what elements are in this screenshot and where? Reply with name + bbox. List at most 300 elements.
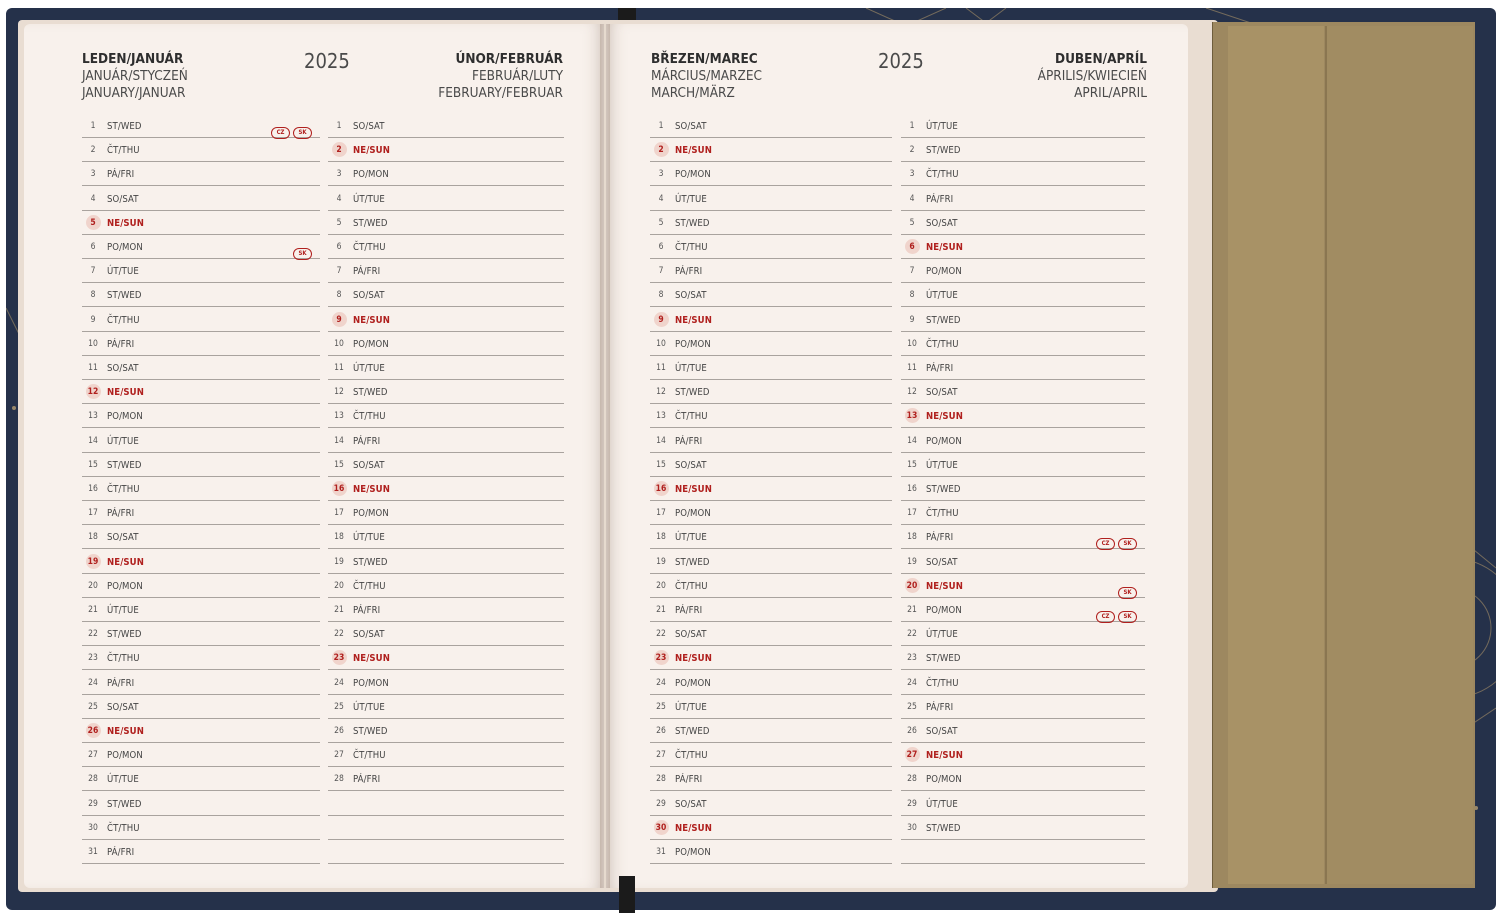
weekday-label: SO/SAT [926, 387, 958, 399]
day-row [650, 476, 892, 501]
month-name-hu-pl: MÁRCIUS/MARZEC [651, 68, 763, 84]
weekday-label: ÚT/TUE [353, 532, 385, 544]
weekday-label: PO/MON [675, 847, 711, 858]
day-number: 22 [88, 629, 98, 640]
weekday-label: ST/WED [675, 556, 710, 568]
day-row [650, 161, 892, 186]
day-row [901, 210, 1145, 235]
day-number: 17 [656, 508, 666, 519]
weekday-label: ÚT/TUE [107, 774, 139, 786]
day-row [901, 500, 1145, 525]
month-header-april [984, 51, 1147, 102]
day-number: 2 [653, 145, 669, 155]
day-number: 18 [907, 532, 917, 543]
weekday-label: ČT/THU [353, 411, 386, 423]
day-number: 24 [656, 677, 666, 688]
day-row [650, 403, 892, 428]
day-row [328, 186, 564, 211]
weekday-label: ST/WED [675, 387, 710, 399]
day-row [328, 137, 564, 162]
weekday-label: PÁ/FRI [926, 193, 954, 205]
day-number: 5 [336, 217, 342, 228]
weekday-label: ČT/THU [675, 411, 708, 423]
day-number: 22 [334, 629, 344, 640]
weekday-label: PÁ/FRI [926, 363, 954, 374]
day-number: 17 [88, 508, 98, 519]
month-name-en-de: FEBRUARY/FEBRUAR [438, 85, 563, 101]
weekday-label: ČT/THU [926, 169, 959, 181]
day-row [328, 161, 564, 186]
day-row [328, 355, 564, 380]
weekday-label: ÚT/TUE [675, 193, 707, 205]
day-row [82, 791, 320, 816]
day-row [901, 331, 1145, 356]
weekday-label: NE/SUN [675, 653, 712, 665]
month-header-january [82, 51, 188, 102]
weekday-label: PÁ/FRI [107, 169, 135, 181]
day-number: 21 [334, 605, 344, 615]
day-number: 13 [334, 411, 344, 422]
weekday-label: PO/MON [926, 774, 962, 786]
day-row [82, 766, 320, 791]
day-number: 24 [88, 677, 98, 688]
day-row [901, 670, 1145, 695]
month-name-hu-pl: ÁPRILIS/KWIECIEŃ [1037, 68, 1147, 84]
day-number: 31 [88, 847, 98, 857]
weekday-label: PO/MON [353, 508, 389, 520]
weekday-label: NE/SUN [926, 750, 963, 762]
day-number: 6 [904, 242, 920, 252]
day-row [901, 766, 1145, 791]
weekday-label: ÚT/TUE [926, 121, 958, 132]
day-row [82, 113, 320, 138]
day-number: 12 [334, 387, 344, 398]
day-row [82, 452, 320, 477]
holiday-badges [268, 119, 312, 139]
day-number: 21 [88, 605, 98, 615]
day-number: 19 [656, 556, 666, 567]
day-number: 28 [88, 774, 98, 785]
holiday-badge-cz: CZ [1096, 611, 1115, 623]
day-number: 4 [909, 193, 915, 204]
day-number: 16 [331, 484, 347, 494]
day-row [650, 428, 892, 453]
day-number: 12 [907, 387, 917, 398]
day-number: 1 [90, 121, 96, 131]
day-row [328, 331, 564, 356]
weekday-label: PO/MON [926, 266, 962, 278]
day-number: 11 [334, 363, 344, 373]
weekday-label: ČT/THU [107, 314, 140, 326]
day-number: 23 [653, 653, 669, 663]
weekday-label: ST/WED [353, 726, 388, 737]
day-row [650, 500, 892, 525]
month-header-february [400, 51, 563, 102]
weekday-label: PÁ/FRI [675, 605, 703, 616]
month-name-cz-sk: ÚNOR/FEBRUÁR [455, 51, 563, 67]
weekday-label: ČT/THU [675, 750, 708, 762]
day-number: 1 [658, 121, 664, 131]
day-row [901, 791, 1145, 816]
weekday-label: ÚT/TUE [926, 459, 958, 471]
weekday-label: ČT/THU [675, 580, 708, 592]
holiday-badges [1093, 530, 1137, 550]
day-number: 8 [658, 290, 664, 301]
weekday-label: ST/WED [926, 314, 961, 326]
weekday-label: ST/WED [107, 290, 142, 302]
month-name-en-de: JANUARY/JANUAR [82, 85, 186, 101]
day-row [328, 210, 564, 235]
day-number: 19 [907, 556, 917, 567]
day-number: 29 [656, 798, 666, 809]
day-row [650, 621, 892, 646]
holiday-badges [290, 240, 312, 260]
day-number: 26 [85, 726, 101, 736]
weekday-label: NE/SUN [675, 484, 712, 495]
year-label: 2025 [878, 49, 924, 73]
weekday-label: SO/SAT [675, 121, 707, 132]
empty-row [328, 791, 564, 816]
day-row [82, 621, 320, 646]
weekday-label: ÚT/TUE [675, 701, 707, 713]
day-row [328, 694, 564, 719]
day-row [328, 742, 564, 767]
day-row [82, 403, 320, 428]
day-number: 14 [656, 435, 666, 446]
day-number: 10 [334, 338, 344, 349]
day-row [901, 645, 1145, 670]
weekday-label: ST/WED [675, 726, 710, 737]
weekday-label: PÁ/FRI [353, 605, 381, 616]
day-number: 20 [656, 580, 666, 591]
day-number: 13 [88, 411, 98, 422]
year-label: 2025 [304, 49, 350, 73]
day-row [650, 645, 892, 670]
day-number: 7 [658, 266, 664, 277]
day-row [650, 331, 892, 356]
day-number: 10 [907, 338, 917, 349]
day-number: 22 [907, 629, 917, 640]
day-number: 30 [907, 822, 917, 833]
day-number: 26 [334, 726, 344, 736]
day-number: 6 [658, 242, 664, 252]
weekday-label: PO/MON [353, 169, 389, 181]
day-number: 11 [88, 363, 98, 373]
day-row [650, 210, 892, 235]
day-number: 5 [658, 217, 664, 228]
weekday-label: NE/SUN [675, 822, 712, 834]
day-row [650, 766, 892, 791]
day-number: 13 [656, 411, 666, 422]
weekday-label: SO/SAT [107, 532, 139, 544]
holiday-badge-cz: CZ [271, 127, 290, 139]
bookmark-ribbon [619, 876, 635, 913]
weekday-label: SO/SAT [353, 121, 385, 132]
weekday-label: ČT/THU [926, 508, 959, 520]
holiday-badge-sk: SK [293, 248, 312, 260]
day-number: 14 [334, 435, 344, 446]
day-row [901, 113, 1145, 138]
day-number: 25 [334, 701, 344, 712]
day-number: 28 [656, 774, 666, 785]
weekday-label: ST/WED [353, 556, 388, 568]
day-row [650, 573, 892, 598]
day-number: 20 [88, 580, 98, 591]
day-row [82, 282, 320, 307]
weekday-label: PO/MON [675, 169, 711, 181]
day-number: 23 [907, 653, 917, 664]
month-name-hu-pl: JANUÁR/STYCZEŃ [82, 68, 188, 84]
day-row [901, 282, 1145, 307]
weekday-label: ST/WED [926, 484, 961, 495]
day-number: 29 [88, 798, 98, 809]
holiday-badge-sk: SK [1118, 587, 1137, 599]
day-number: 9 [909, 314, 915, 325]
day-row [901, 742, 1145, 767]
day-number: 28 [334, 774, 344, 785]
day-number: 17 [907, 508, 917, 519]
day-number: 20 [904, 581, 920, 591]
day-number: 1 [336, 121, 342, 131]
day-row [82, 839, 320, 864]
day-row [82, 573, 320, 598]
day-row [82, 476, 320, 501]
day-row [901, 524, 1145, 549]
weekday-label: ČT/THU [107, 653, 140, 665]
day-row [82, 355, 320, 380]
weekday-label: PÁ/FRI [107, 847, 135, 858]
day-row [82, 694, 320, 719]
weekday-label: PO/MON [107, 242, 143, 253]
month-name-hu-pl: FEBRUÁR/LUTY [472, 68, 563, 84]
day-row [328, 379, 564, 404]
day-number: 13 [904, 411, 920, 421]
day-row [328, 428, 564, 453]
day-row [901, 186, 1145, 211]
day-number: 8 [909, 290, 915, 301]
day-row [901, 815, 1145, 840]
day-row [328, 670, 564, 695]
weekday-label: ČT/THU [107, 484, 140, 495]
day-row [82, 379, 320, 404]
day-number: 6 [336, 242, 342, 252]
weekday-label: PO/MON [107, 750, 143, 762]
day-row [328, 234, 564, 259]
weekday-label: ÚT/TUE [107, 605, 139, 616]
day-number: 31 [656, 847, 666, 857]
day-row [901, 476, 1145, 501]
weekday-label: ÚT/TUE [353, 193, 385, 205]
day-number: 16 [88, 484, 98, 494]
weekday-label: ÚT/TUE [675, 363, 707, 374]
weekday-label: PO/MON [107, 411, 143, 423]
weekday-label: SO/SAT [353, 290, 385, 302]
day-row [901, 161, 1145, 186]
day-row [82, 234, 320, 259]
day-row [328, 524, 564, 549]
day-number: 16 [653, 484, 669, 494]
weekday-label: PÁ/FRI [675, 435, 703, 447]
day-number: 1 [909, 121, 915, 131]
weekday-label: PÁ/FRI [107, 338, 135, 350]
weekday-label: NE/SUN [107, 556, 144, 568]
weekday-label: PO/MON [353, 677, 389, 689]
day-number: 14 [88, 435, 98, 446]
weekday-label: SO/SAT [353, 459, 385, 471]
day-row [82, 549, 320, 574]
day-row [328, 476, 564, 501]
day-number: 3 [90, 169, 96, 180]
day-row [650, 742, 892, 767]
weekday-label: ÚT/TUE [926, 290, 958, 302]
weekday-label: ÚT/TUE [107, 266, 139, 278]
day-row [82, 500, 320, 525]
day-row [650, 549, 892, 574]
day-row [82, 210, 320, 235]
day-number: 20 [334, 580, 344, 591]
day-row [901, 137, 1145, 162]
day-row [82, 597, 320, 622]
day-number: 30 [88, 822, 98, 833]
day-number: 26 [907, 726, 917, 736]
day-number: 4 [336, 193, 342, 204]
day-number: 7 [90, 266, 96, 277]
weekday-label: NE/SUN [353, 145, 390, 157]
empty-row [328, 815, 564, 840]
day-number: 15 [334, 459, 344, 470]
day-number: 23 [331, 653, 347, 663]
day-number: 7 [909, 266, 915, 277]
day-row [901, 573, 1145, 598]
day-row [328, 645, 564, 670]
day-row [328, 113, 564, 138]
day-row [650, 355, 892, 380]
page-gutter [600, 24, 610, 888]
month-name-cz-sk: LEDEN/JANUÁR [82, 51, 184, 67]
day-number: 12 [85, 387, 101, 397]
day-number: 9 [90, 314, 96, 325]
day-row [82, 670, 320, 695]
day-row [82, 186, 320, 211]
day-number: 29 [907, 798, 917, 809]
day-row [901, 718, 1145, 743]
day-row [901, 621, 1145, 646]
day-row [901, 694, 1145, 719]
weekday-label: ČT/THU [353, 242, 386, 253]
weekday-label: SO/SAT [926, 726, 958, 737]
day-row [650, 718, 892, 743]
weekday-label: PÁ/FRI [353, 774, 381, 786]
weekday-label: ST/WED [353, 387, 388, 399]
weekday-label: PO/MON [353, 338, 389, 350]
day-number: 11 [907, 363, 917, 373]
day-row [82, 307, 320, 332]
weekday-label: ČT/THU [353, 750, 386, 762]
day-row [328, 597, 564, 622]
holiday-badges [1115, 579, 1137, 599]
weekday-label: ÚT/TUE [353, 701, 385, 713]
weekday-label: ST/WED [926, 145, 961, 157]
weekday-label: ST/WED [107, 629, 142, 641]
day-row [328, 258, 564, 283]
weekday-label: SO/SAT [926, 217, 958, 229]
weekday-label: ČT/THU [107, 822, 140, 834]
day-row [650, 524, 892, 549]
weekday-label: ÚT/TUE [353, 363, 385, 374]
weekday-label: ČT/THU [353, 580, 386, 592]
weekday-label: PÁ/FRI [107, 677, 135, 689]
weekday-label: ÚT/TUE [675, 532, 707, 544]
weekday-label: PÁ/FRI [675, 774, 703, 786]
holiday-badge-sk: SK [1118, 538, 1137, 550]
day-row [82, 524, 320, 549]
weekday-label: PO/MON [107, 580, 143, 592]
weekday-label: SO/SAT [675, 629, 707, 641]
weekday-label: ST/WED [353, 217, 388, 229]
day-number: 17 [334, 508, 344, 519]
day-number: 4 [658, 193, 664, 204]
weekday-label: ST/WED [107, 798, 142, 810]
day-number: 7 [336, 266, 342, 277]
day-row [901, 234, 1145, 259]
day-row [650, 307, 892, 332]
day-row [82, 718, 320, 743]
weekday-label: ČT/THU [107, 145, 140, 157]
day-number: 9 [331, 315, 347, 325]
day-number: 3 [658, 169, 664, 180]
day-number: 6 [90, 242, 96, 252]
weekday-label: ST/WED [107, 459, 142, 471]
day-row [82, 428, 320, 453]
weekday-label: ÚT/TUE [107, 435, 139, 447]
weekday-label: NE/SUN [926, 242, 963, 253]
day-number: 5 [85, 218, 101, 228]
day-number: 2 [909, 145, 915, 156]
month-name-cz-sk: BŘEZEN/MAREC [651, 51, 758, 67]
day-row [650, 791, 892, 816]
day-row [650, 113, 892, 138]
day-number: 18 [88, 532, 98, 543]
day-number: 4 [90, 193, 96, 204]
day-row [650, 258, 892, 283]
day-number: 25 [907, 701, 917, 712]
day-number: 8 [336, 290, 342, 301]
day-number: 11 [656, 363, 666, 373]
weekday-label: NE/SUN [926, 411, 963, 423]
day-row [328, 549, 564, 574]
weekday-label: SO/SAT [675, 290, 707, 302]
day-number: 8 [90, 290, 96, 301]
day-row [82, 742, 320, 767]
weekday-label: NE/SUN [675, 145, 712, 157]
day-number: 21 [656, 605, 666, 615]
day-row [901, 355, 1145, 380]
weekday-label: NE/SUN [675, 314, 712, 326]
day-number: 25 [656, 701, 666, 712]
weekday-label: PÁ/FRI [926, 701, 954, 713]
weekday-label: NE/SUN [353, 653, 390, 665]
day-number: 14 [907, 435, 917, 446]
day-number: 22 [656, 629, 666, 640]
day-row [82, 161, 320, 186]
weekday-label: PO/MON [675, 677, 711, 689]
day-number: 26 [656, 726, 666, 736]
day-number: 18 [656, 532, 666, 543]
weekday-label: PÁ/FRI [926, 532, 954, 544]
day-number: 2 [90, 145, 96, 156]
month-header-march [651, 51, 762, 102]
day-number: 19 [334, 556, 344, 567]
